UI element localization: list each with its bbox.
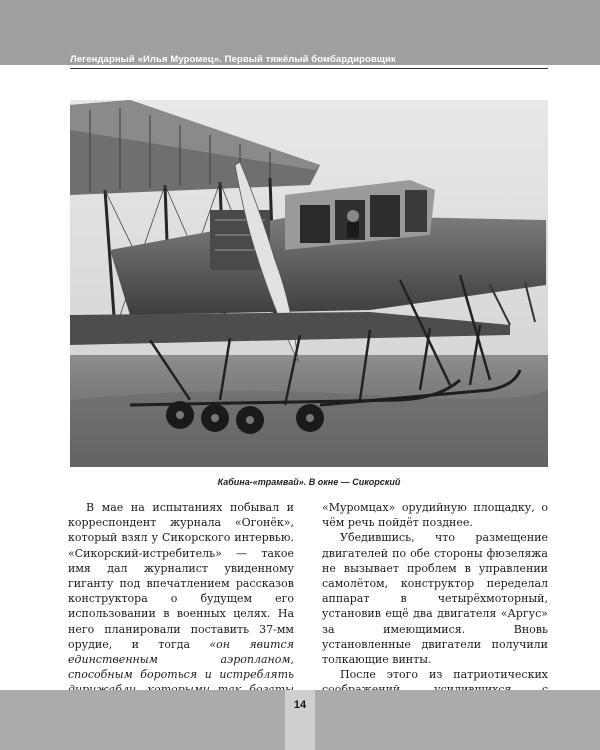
page-number: 14 [293,699,307,711]
paragraph: Убедившись, что размещение двигателей по обе стороны фюзеляжа не вызывает проблем в управлении самолётом, конструктор переделал аппарат в четырёхмоторный, установив ещё два двигателя «Аргус» за имеющимися. Вновь установленные двигатели получили толкающие винты. [322,531,548,667]
quote-text: «он явится единственным аэропланом, способным бороться и истреблять [68,637,294,682]
paragraph-continuation: «Муромцах» орудийную площадку, о чём речь пойдёт позднее. [322,501,548,530]
figure-caption: Кабина-«трамвай». В окне — Сикорский [217,477,401,487]
pilot-figure [347,210,359,222]
biplane-photo [70,100,548,467]
header-rule [70,68,548,69]
paragraph-text: В мае на испытаниях побывал и корреспондент журнала «Огонёк», который взял у Сикорского интервью. «Сикорский-истребитель» — такое имя дал журналист увиденному гиганту под впечатлением рассказов конструктора о будущем его использовании в военных целях. На него планировали поставить 37-мм орудие, и тогда [68,501,294,651]
biplane-illustration [70,100,548,467]
paragraph: После этого из патриотических [340,668,548,682]
running-title: Легендарный «Илья Муромец». Первый тяжёлый бомбардировщик [70,54,396,65]
